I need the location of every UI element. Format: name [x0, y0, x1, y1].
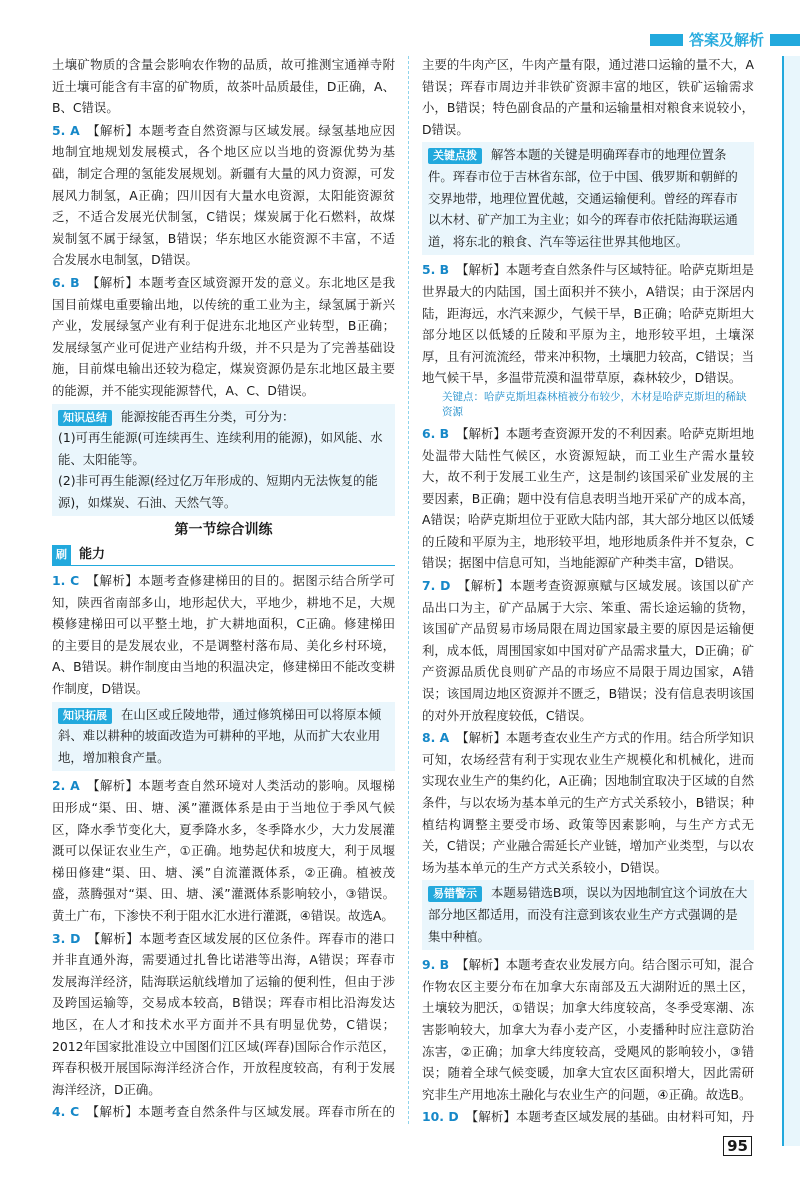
key-point-note: 关键点：哈萨克斯坦森林植被分布较少，木材是哈萨克斯坦的稀缺资源	[442, 390, 747, 418]
paragraph: 主要的牛肉产区，牛肉产量有限，通过港口运输的量不大，A错误；珲春市周边并非铁矿资源丰富的地区，铁矿运输需求小，B错误；特色副食品的产量和运输量相对粮食来说较小，D错误。	[422, 57, 754, 137]
left-column	[52, 54, 395, 1124]
answer-text: 【解析】本题考查自然环境对人类活动的影响。凤堰梯田形成“渠、田、塘、溪”灌溉体系是由于当地位于季风气候区，降水季节变化大，夏季降水多，冬季降水少，大力发展灌溉可以保证农业生产，①正确。地势起伏和坡度大，利于凤堰梯田修建“渠、田、塘、溪”自流灌溉体系，②正确。植被茂盛，蒸腾强对“渠、田、塘、溪”灌溉体系影响较小，③错误。黄土广布，下渗快不利于阻水汇水进行灌溉，④错误。故选A。	[52, 778, 395, 923]
column-divider	[408, 56, 409, 1124]
question-10-answer	[422, 1106, 754, 1124]
question-8-answer	[422, 727, 754, 878]
answer-text: 【解析】本题考查农业生产方式的作用。结合所学知识可知，农场经营有利于实现农业生产规模化和机械化，进而实现农业生产的集约化，A正确；因地制宜取决于区域的自然条件，与以农场为基本单元的生产方式关系较小，B错误；种植结构调整主要受市场、政策等因素影响，与生产方式无关，C错误；产业融合需延长产业链，增加产业类型，与以农场为基本单元的生产方式关系较小，D错误。	[422, 730, 754, 875]
tip-text: 本题易错选B项，误以为因地制宜这个词放在大部分地区都适用，而没有注意到该农业生产方式强调的是集中种植。	[428, 885, 748, 944]
question-9-answer	[422, 954, 754, 1105]
question-4-answer	[52, 1101, 395, 1124]
page-number: 95	[723, 1136, 752, 1156]
question-6-answer	[52, 272, 395, 402]
question-6-answer	[422, 423, 754, 574]
question-5-answer	[52, 120, 395, 271]
question-number: 1. C	[52, 573, 80, 589]
key-point-box	[422, 142, 754, 255]
key-point-badge: 关键点拨	[428, 148, 482, 164]
question-number: 6. B	[422, 425, 450, 441]
knowledge-extension-box	[52, 702, 395, 772]
tip-text: 在山区或丘陵地带，通过修筑梯田可以将原本倾斜、难以耕种的坡面改造为可耕种的平地，从而扩大农业用地，增加粮食产量。	[58, 706, 382, 765]
answer-text: 【解析】本题考查区域发展的基础。由材料可知，丹	[465, 1109, 754, 1124]
answer-text: 【解析】本题考查自然资源与区域发展。绿氢基地应因地制宜地规划发展模式，各个地区应以当地的资源优势为基础，制定合理的氢能发展规划。新疆有大量的风力资源，可发展风力制氢，A正确；四川因有大量水电资源，太阳能资源贫乏，不适合发展光伏制氢，C错误；煤炭属于化石燃料，故煤炭制氢不属于绿氢，B错误；华东地区水能资源不丰富，不适合发展水电制氢，D错误。	[52, 122, 395, 268]
error-warning-badge: 易错警示	[428, 886, 482, 902]
knowledge-summary-box	[52, 404, 395, 517]
question-5-answer	[422, 259, 754, 389]
paragraph: 土壤矿物质的含量会影响农作物的品质，故可推测宝通禅寺附近土壤可能含有丰富的矿物质，故茶叶品质最佳，D正确，A、B、C错误。	[52, 57, 395, 116]
side-strip	[782, 56, 800, 1146]
question-number: 8. A	[422, 730, 450, 746]
knowledge-extension-badge: 知识拓展	[58, 708, 112, 724]
question-1-answer	[52, 570, 395, 700]
right-column	[422, 54, 754, 1124]
question-3-answer	[52, 928, 395, 1101]
answer-text: 【解析】本题考查区域发展的区位条件。珲春市的港口并非直通外海，需要通过扎鲁比诺港等出海，A错误；珲春市发展海洋经济，陆海联运航线增加了运输的便利性，但由于涉及跨国运输等，交易成本较高，B错误；珲春市相比沿海发达地区，在人才和技术水平方面并不具有明显优势，C错误；2012年国家批准设立中国图们江区域(珲春)国际合作示范区，珲春积极开展国际海洋经济合作，开放程度较高，有利于发展海洋经济，D正确。	[52, 930, 395, 1097]
tip-text: 解答本题的关键是明确珲春市的地理位置条件。珲春市位于吉林省东部，位于中国、俄罗斯和朝鲜的交界地带，地理位置优越，交通运输便利。曾经的珲春市以木材、矿产加工为主业；如今的珲春市依托陆海联运通道，将东北的粮食、汽车等运往世界其他地区。	[428, 147, 738, 249]
question-number: 6. B	[52, 274, 80, 290]
answer-text: 【解析】本题考查修建梯田的目的。据图示结合所学可知，陕西省南部多山，地形起伏大，平地少，耕地不足，大规模修建梯田可以平整土地，扩大耕地面积，C正确。修建梯田的主要目的是发展农业，不是调整村落布局、美化乡村环境，A、B错误。耕作制度由当地的积温决定，修建梯田不能改变耕作制度，D错误。	[52, 573, 395, 697]
ability-label: 能力	[78, 547, 105, 563]
tip-line: (1)可再生能源(可连续再生、连续利用的能源)，如风能、水能、太阳能等。	[58, 430, 383, 467]
question-number: 7. D	[422, 578, 451, 594]
tip-line: (2)非可再生能源(经过亿万年形成的、短期内无法恢复的能源)，如煤炭、石油、天然气等。	[58, 473, 378, 510]
tip-line: 能源按能否再生分类，可分为：	[120, 408, 295, 424]
question-2-answer	[52, 775, 395, 926]
answer-text: 【解析】本题考查自然条件与区域特征。哈萨克斯坦是世界最大的内陆国，国土面积并不狭小，A错误；由于深居内陆，距海远，水汽来源少，气候干旱，B正确；哈萨克斯坦大部分地区以低矮的丘陵和平原为主，地形较平坦，土壤深厚，且有河流流经，带来冲积物，土壤肥力较高，C错误；当地气候干旱，多温带荒漠和温带草原，森林较少，D错误。	[422, 262, 754, 386]
question-7-answer	[422, 575, 754, 726]
ability-heading	[52, 544, 395, 566]
ability-tag: 刷	[52, 545, 71, 565]
question-number: 9. B	[422, 957, 450, 973]
question-number: 10. D	[422, 1109, 459, 1124]
answer-text: 【解析】本题考查资源禀赋与区域发展。该国以矿产品出口为主，矿产品属于大宗、笨重、需长途运输的货物，该国矿产品贸易市场局限在周边国家最主要的原因是运输便利，成本低，周围国家如中国对矿产品需求量大，D正确；矿产资源品质优良则矿产品的市场应不局限于周边国家，A错误；该国周边地区资源并不匮乏，B错误；没有信息表明该国的对外开放程度较低，C错误。	[422, 578, 754, 723]
section-title: 第一节综合训练	[174, 522, 273, 539]
question-number: 5. B	[422, 262, 450, 278]
answer-text: 【解析】本题考查自然条件与区域发展。珲春市所在的	[86, 1104, 395, 1120]
question-number: 4. C	[52, 1104, 80, 1120]
answer-text: 【解析】本题考查资源开发的不利因素。哈萨克斯坦地处温带大陆性气候区，水资源短缺，而工业生产需水量较大，故不利于发展工业生产，这是制约该国采矿业发展的主要因素，B正确；题中没有信息表明当地开采矿产的成本高，A错误；哈萨克斯坦位于亚欧大陆内部，其大部分地区以低矮的丘陵和平原为主，地形较平坦，地形地质条件并不复杂，C错误；据图中信息可知，当地能源矿产种类丰富，D错误。	[422, 425, 754, 571]
answer-text: 【解析】本题考查农业发展方向。结合图示可知，混合作物农区主要分布在加拿大东南部及五大湖附近的黑土区，土壤较为肥沃，①错误；加拿大纬度较高，冬季受寒潮、冻害影响较大，加拿大为春小麦产区，小麦播种时应注意防治冻害，②正确；加拿大纬度较高，受飓风的影响较小，③错误；随着全球气候变暖，加拿大宜农区面积增大，因此需研究非生产用地冻土融化与农业生产的问题，④正确。故选B。	[422, 957, 754, 1102]
question-number: 5. A	[52, 122, 80, 138]
knowledge-summary-badge: 知识总结	[58, 410, 112, 426]
header-title: 答案及解析	[683, 31, 770, 49]
question-number: 3. D	[52, 930, 81, 946]
answer-text: 【解析】本题考查区域资源开发的意义。东北地区是我国目前煤电重要输出地，以传统的重工业为主，绿氢属于新兴产业，发展绿氢产业有利于促进东北地区产业转型，B正确；发展绿氢产业可促进产业结构升级，并不只是为了完善基础设施，目前煤电输出还较为稳定，煤炭资源仍是东北地区最主要的能源，并不能实现能源替代，A、C、D错误。	[52, 274, 395, 398]
question-number: 2. A	[52, 778, 80, 794]
error-warning-box	[422, 880, 754, 950]
